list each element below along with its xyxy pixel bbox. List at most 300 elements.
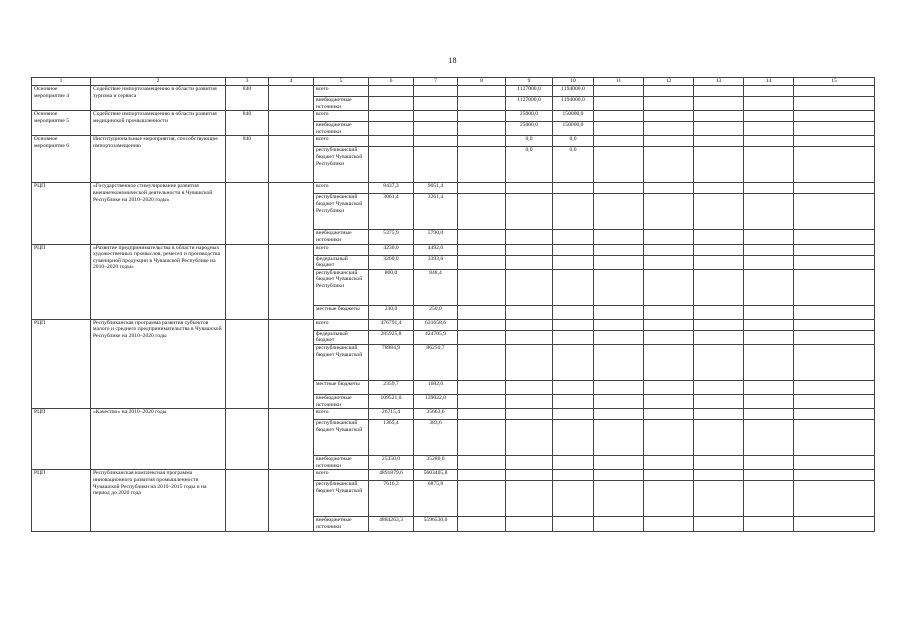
code-cell bbox=[226, 470, 269, 531]
empty-cell bbox=[794, 420, 875, 456]
empty-cell bbox=[744, 409, 794, 420]
value-cell bbox=[553, 269, 594, 305]
value-cell: 424705,9 bbox=[414, 330, 458, 344]
empty-cell bbox=[458, 394, 506, 408]
empty-cell bbox=[594, 470, 644, 481]
empty-cell bbox=[794, 269, 875, 305]
empty-cell bbox=[458, 344, 506, 380]
funding-source-cell: республиканский бюджет Чувашской bbox=[314, 420, 369, 456]
value-cell: 285925,8 bbox=[369, 330, 414, 344]
value-cell: 150000,0 bbox=[553, 111, 594, 122]
empty-cell bbox=[594, 122, 644, 136]
value-cell bbox=[414, 86, 458, 97]
empty-cell bbox=[594, 409, 644, 420]
empty-cell bbox=[744, 97, 794, 111]
value-cell bbox=[553, 255, 594, 269]
empty-cell bbox=[794, 330, 875, 344]
empty-cell bbox=[794, 230, 875, 244]
empty-cell bbox=[594, 305, 644, 319]
value-cell bbox=[553, 344, 594, 380]
empty-cell bbox=[594, 344, 644, 380]
empty-cell bbox=[644, 136, 694, 147]
empty-cell bbox=[644, 230, 694, 244]
program-name-cell: Содействие импортозамещению в области развития медицинской промышленности bbox=[91, 111, 226, 136]
column-number: 11 bbox=[594, 78, 644, 86]
value-cell: 3393,6 bbox=[414, 255, 458, 269]
status-cell: РЦП bbox=[32, 409, 91, 470]
status-cell: Основное мероприятие 6 bbox=[32, 136, 91, 183]
value-cell bbox=[414, 111, 458, 122]
value-cell bbox=[506, 269, 553, 305]
empty-cell bbox=[794, 147, 875, 183]
status-cell: РЦП bbox=[32, 319, 91, 408]
value-cell bbox=[506, 319, 553, 330]
value-cell: 86250,7 bbox=[414, 344, 458, 380]
funding-source-cell: федеральный бюджет bbox=[314, 255, 369, 269]
empty-cell bbox=[458, 230, 506, 244]
funding-source-cell: внебюджетные источники bbox=[314, 394, 369, 408]
value-cell: 383,6 bbox=[414, 420, 458, 456]
value-cell: 150000,0 bbox=[553, 122, 594, 136]
value-cell bbox=[506, 330, 553, 344]
value-cell: 4230,0 bbox=[369, 244, 414, 255]
empty-cell bbox=[794, 394, 875, 408]
code-cell: 840 bbox=[226, 136, 269, 183]
empty-cell bbox=[794, 111, 875, 122]
value-cell bbox=[553, 481, 594, 517]
funding-source-cell: всего bbox=[314, 244, 369, 255]
empty-cell bbox=[458, 517, 506, 531]
empty-cell bbox=[694, 380, 744, 394]
empty-cell bbox=[269, 86, 314, 111]
column-number: 3 bbox=[226, 78, 269, 86]
empty-cell bbox=[458, 330, 506, 344]
empty-cell bbox=[458, 470, 506, 481]
empty-cell bbox=[694, 255, 744, 269]
funding-source-cell: всего bbox=[314, 111, 369, 122]
value-cell: 250,0 bbox=[414, 305, 458, 319]
value-cell: 4891879,6 bbox=[369, 470, 414, 481]
empty-cell bbox=[269, 183, 314, 244]
empty-cell bbox=[794, 319, 875, 330]
code-cell bbox=[226, 409, 269, 470]
value-cell bbox=[414, 136, 458, 147]
value-cell: 5790,0 bbox=[414, 230, 458, 244]
empty-cell bbox=[594, 481, 644, 517]
empty-cell bbox=[744, 344, 794, 380]
value-cell: 9051,4 bbox=[414, 183, 458, 194]
column-number: 9 bbox=[506, 78, 553, 86]
empty-cell bbox=[694, 409, 744, 420]
funding-source-cell: внебюджетные источники bbox=[314, 230, 369, 244]
value-cell bbox=[506, 244, 553, 255]
empty-cell bbox=[458, 420, 506, 456]
empty-cell bbox=[644, 97, 694, 111]
value-cell bbox=[553, 244, 594, 255]
value-cell: 848,4 bbox=[414, 269, 458, 305]
value-cell: 3261,4 bbox=[414, 194, 458, 230]
program-name-cell: Содействие импортозамещению в области развития туризма и сервиса bbox=[91, 86, 226, 111]
value-cell: 1682,0 bbox=[414, 380, 458, 394]
value-cell bbox=[506, 255, 553, 269]
column-number: 4 bbox=[269, 78, 314, 86]
empty-cell bbox=[594, 456, 644, 470]
empty-cell bbox=[594, 380, 644, 394]
program-name-cell: Институциональные мероприятия, способствующие импортозамещению bbox=[91, 136, 226, 183]
table-row bbox=[32, 111, 875, 122]
empty-cell bbox=[794, 305, 875, 319]
column-number: 8 bbox=[458, 78, 506, 86]
empty-cell bbox=[744, 517, 794, 531]
table-row bbox=[32, 470, 875, 481]
value-cell bbox=[553, 305, 594, 319]
program-name-cell: «Качество» на 2010–2020 годы bbox=[91, 409, 226, 470]
empty-cell bbox=[794, 183, 875, 194]
value-cell bbox=[506, 517, 553, 531]
value-cell bbox=[369, 147, 414, 183]
funding-source-cell: внебюджетные источники bbox=[314, 122, 369, 136]
empty-cell bbox=[744, 244, 794, 255]
value-cell: 3061,4 bbox=[369, 194, 414, 230]
empty-cell bbox=[458, 86, 506, 97]
empty-cell bbox=[644, 269, 694, 305]
column-number: 1 bbox=[32, 78, 91, 86]
empty-cell bbox=[458, 111, 506, 122]
column-number: 10 bbox=[553, 78, 594, 86]
code-cell bbox=[226, 319, 269, 408]
empty-cell bbox=[644, 420, 694, 456]
funding-source-cell: всего bbox=[314, 409, 369, 420]
table-row bbox=[32, 136, 875, 147]
empty-cell bbox=[744, 470, 794, 481]
value-cell: 1127000,0 bbox=[506, 86, 553, 97]
empty-cell bbox=[458, 97, 506, 111]
empty-cell bbox=[594, 269, 644, 305]
value-cell: 0,0 bbox=[553, 136, 594, 147]
table-body bbox=[32, 78, 875, 532]
value-cell: 6875,8 bbox=[414, 481, 458, 517]
empty-cell bbox=[269, 244, 314, 319]
value-cell bbox=[506, 344, 553, 380]
value-cell bbox=[369, 97, 414, 111]
empty-cell bbox=[458, 269, 506, 305]
status-cell: РЦП bbox=[32, 470, 91, 531]
empty-cell bbox=[744, 456, 794, 470]
empty-cell bbox=[794, 194, 875, 230]
value-cell bbox=[506, 194, 553, 230]
empty-cell bbox=[694, 269, 744, 305]
value-cell bbox=[506, 420, 553, 456]
value-cell bbox=[553, 420, 594, 456]
program-name-cell: Республиканская программа развития субъектов малого и среднего предпринимательства в Чувашской Республике на 2010–2020 годы bbox=[91, 319, 226, 408]
status-cell: Основное мероприятие 5 bbox=[32, 111, 91, 136]
empty-cell bbox=[644, 183, 694, 194]
empty-cell bbox=[644, 409, 694, 420]
empty-cell bbox=[594, 255, 644, 269]
empty-cell bbox=[594, 330, 644, 344]
empty-cell bbox=[694, 344, 744, 380]
funding-source-cell: всего bbox=[314, 183, 369, 194]
value-cell bbox=[553, 230, 594, 244]
empty-cell bbox=[744, 147, 794, 183]
empty-cell bbox=[269, 136, 314, 183]
empty-cell bbox=[269, 111, 314, 136]
funding-source-cell: местные бюджеты bbox=[314, 305, 369, 319]
value-cell: 8437,3 bbox=[369, 183, 414, 194]
empty-cell bbox=[594, 230, 644, 244]
value-cell: 25000,0 bbox=[506, 122, 553, 136]
value-cell bbox=[553, 456, 594, 470]
value-cell: 0,0 bbox=[553, 147, 594, 183]
empty-cell bbox=[594, 97, 644, 111]
empty-cell bbox=[794, 470, 875, 481]
column-number: 14 bbox=[744, 78, 794, 86]
value-cell bbox=[414, 122, 458, 136]
empty-cell bbox=[794, 136, 875, 147]
empty-cell bbox=[458, 319, 506, 330]
empty-cell bbox=[458, 147, 506, 183]
column-number: 12 bbox=[644, 78, 694, 86]
empty-cell bbox=[458, 183, 506, 194]
empty-cell bbox=[458, 244, 506, 255]
empty-cell bbox=[644, 456, 694, 470]
status-cell: Основное мероприятие 4 bbox=[32, 86, 91, 111]
value-cell: 35280,0 bbox=[414, 456, 458, 470]
value-cell bbox=[506, 394, 553, 408]
value-cell: 3200,0 bbox=[369, 255, 414, 269]
value-cell: 0,0 bbox=[506, 147, 553, 183]
value-cell: 25000,0 bbox=[506, 111, 553, 122]
value-cell: 1194000,0 bbox=[553, 86, 594, 97]
empty-cell bbox=[458, 255, 506, 269]
value-cell: 5603405,8 bbox=[414, 470, 458, 481]
code-cell: 840 bbox=[226, 111, 269, 136]
empty-cell bbox=[794, 517, 875, 531]
value-cell: 25350,0 bbox=[369, 456, 414, 470]
empty-cell bbox=[644, 380, 694, 394]
empty-cell bbox=[644, 147, 694, 183]
value-cell bbox=[369, 122, 414, 136]
empty-cell bbox=[744, 194, 794, 230]
empty-cell bbox=[644, 330, 694, 344]
empty-cell bbox=[594, 183, 644, 194]
column-number-row bbox=[32, 78, 875, 86]
empty-cell bbox=[794, 244, 875, 255]
funding-source-cell: республиканский бюджет Чувашской Республики bbox=[314, 194, 369, 230]
funding-source-cell: республиканский бюджет Чувашской Республики bbox=[314, 147, 369, 183]
value-cell bbox=[506, 183, 553, 194]
empty-cell bbox=[694, 136, 744, 147]
empty-cell bbox=[644, 255, 694, 269]
value-cell bbox=[553, 517, 594, 531]
empty-cell bbox=[594, 194, 644, 230]
funding-source-cell: всего bbox=[314, 86, 369, 97]
value-cell bbox=[506, 481, 553, 517]
funding-source-cell: внебюджетные источники bbox=[314, 517, 369, 531]
funding-source-cell: всего bbox=[314, 319, 369, 330]
empty-cell bbox=[694, 97, 744, 111]
empty-cell bbox=[744, 394, 794, 408]
funding-source-cell: внебюджетные источники bbox=[314, 456, 369, 470]
value-cell: 0,0 bbox=[506, 136, 553, 147]
page-number: 18 bbox=[448, 56, 457, 65]
value-cell: 4492,0 bbox=[414, 244, 458, 255]
value-cell bbox=[506, 305, 553, 319]
empty-cell bbox=[744, 255, 794, 269]
empty-cell bbox=[594, 136, 644, 147]
empty-cell bbox=[458, 456, 506, 470]
empty-cell bbox=[694, 420, 744, 456]
empty-cell bbox=[594, 319, 644, 330]
empty-cell bbox=[794, 255, 875, 269]
value-cell: 631658,6 bbox=[414, 319, 458, 330]
value-cell bbox=[553, 380, 594, 394]
empty-cell bbox=[744, 122, 794, 136]
empty-cell bbox=[794, 122, 875, 136]
empty-cell bbox=[694, 456, 744, 470]
code-cell: 840 bbox=[226, 86, 269, 111]
funding-source-cell: всего bbox=[314, 136, 369, 147]
empty-cell bbox=[744, 230, 794, 244]
value-cell: 139022,0 bbox=[414, 394, 458, 408]
value-cell bbox=[553, 319, 594, 330]
value-cell: 26715,4 bbox=[369, 409, 414, 420]
funding-source-cell: республиканский бюджет Чувашской Республики bbox=[314, 269, 369, 305]
table-row bbox=[32, 183, 875, 194]
empty-cell bbox=[644, 481, 694, 517]
empty-cell bbox=[744, 330, 794, 344]
table-row bbox=[32, 409, 875, 420]
empty-cell bbox=[644, 319, 694, 330]
empty-cell bbox=[744, 420, 794, 456]
empty-cell bbox=[694, 111, 744, 122]
empty-cell bbox=[694, 122, 744, 136]
value-cell: 476791,4 bbox=[369, 319, 414, 330]
empty-cell bbox=[594, 147, 644, 183]
empty-cell bbox=[644, 305, 694, 319]
empty-cell bbox=[694, 517, 744, 531]
column-number: 6 bbox=[369, 78, 414, 86]
empty-cell bbox=[458, 194, 506, 230]
value-cell: 1365,4 bbox=[369, 420, 414, 456]
empty-cell bbox=[744, 269, 794, 305]
value-cell: 2359,7 bbox=[369, 380, 414, 394]
empty-cell bbox=[794, 86, 875, 97]
empty-cell bbox=[458, 122, 506, 136]
value-cell: 1127000,0 bbox=[506, 97, 553, 111]
value-cell bbox=[369, 111, 414, 122]
empty-cell bbox=[594, 86, 644, 97]
empty-cell bbox=[458, 380, 506, 394]
empty-cell bbox=[694, 194, 744, 230]
empty-cell bbox=[694, 319, 744, 330]
column-number: 13 bbox=[694, 78, 744, 86]
column-number: 15 bbox=[794, 78, 875, 86]
table-row bbox=[32, 319, 875, 330]
empty-cell bbox=[694, 470, 744, 481]
funding-source-cell: федеральный бюджет bbox=[314, 330, 369, 344]
empty-cell bbox=[694, 244, 744, 255]
empty-cell bbox=[694, 394, 744, 408]
empty-cell bbox=[644, 122, 694, 136]
empty-cell bbox=[794, 409, 875, 420]
value-cell: 7616,3 bbox=[369, 481, 414, 517]
value-cell bbox=[414, 97, 458, 111]
table-row bbox=[32, 244, 875, 255]
value-cell bbox=[369, 86, 414, 97]
funding-source-cell: республиканский бюджет Чувашской bbox=[314, 481, 369, 517]
value-cell: 1194000,0 bbox=[553, 97, 594, 111]
empty-cell bbox=[269, 409, 314, 470]
table-row bbox=[32, 86, 875, 97]
value-cell bbox=[506, 456, 553, 470]
empty-cell bbox=[744, 111, 794, 122]
empty-cell bbox=[744, 136, 794, 147]
empty-cell bbox=[644, 470, 694, 481]
empty-cell bbox=[694, 305, 744, 319]
value-cell bbox=[553, 183, 594, 194]
value-cell bbox=[506, 230, 553, 244]
funding-source-cell: внебюджетные источники bbox=[314, 97, 369, 111]
empty-cell bbox=[644, 517, 694, 531]
column-number: 5 bbox=[314, 78, 369, 86]
empty-cell bbox=[594, 420, 644, 456]
empty-cell bbox=[794, 97, 875, 111]
empty-cell bbox=[644, 394, 694, 408]
program-name-cell: Республиканская комплексная программа инновационного развития промышленности Чувашской Республики на 2010–2015 годы и на период до 2020 года bbox=[91, 470, 226, 531]
value-cell: 800,0 bbox=[369, 269, 414, 305]
funding-source-cell: всего bbox=[314, 470, 369, 481]
status-cell: РЦП bbox=[32, 244, 91, 319]
empty-cell bbox=[644, 86, 694, 97]
empty-cell bbox=[744, 183, 794, 194]
value-cell: 5375,9 bbox=[369, 230, 414, 244]
value-cell bbox=[553, 330, 594, 344]
empty-cell bbox=[594, 111, 644, 122]
code-cell bbox=[226, 244, 269, 319]
empty-cell bbox=[644, 111, 694, 122]
value-cell bbox=[506, 380, 553, 394]
value-cell bbox=[369, 136, 414, 147]
empty-cell bbox=[644, 194, 694, 230]
value-cell bbox=[553, 470, 594, 481]
empty-cell bbox=[694, 481, 744, 517]
empty-cell bbox=[694, 183, 744, 194]
empty-cell bbox=[744, 319, 794, 330]
value-cell: 109521,0 bbox=[369, 394, 414, 408]
empty-cell bbox=[794, 456, 875, 470]
empty-cell bbox=[794, 380, 875, 394]
empty-cell bbox=[458, 136, 506, 147]
empty-cell bbox=[794, 344, 875, 380]
value-cell bbox=[553, 409, 594, 420]
value-cell: 4884263,3 bbox=[369, 517, 414, 531]
empty-cell bbox=[694, 230, 744, 244]
empty-cell bbox=[694, 86, 744, 97]
value-cell: 35663,6 bbox=[414, 409, 458, 420]
code-cell bbox=[226, 183, 269, 244]
empty-cell bbox=[744, 86, 794, 97]
empty-cell bbox=[269, 319, 314, 408]
budget-table bbox=[31, 77, 875, 532]
status-cell: РЦП bbox=[32, 183, 91, 244]
empty-cell bbox=[458, 481, 506, 517]
empty-cell bbox=[644, 344, 694, 380]
value-cell bbox=[553, 194, 594, 230]
empty-cell bbox=[744, 380, 794, 394]
value-cell: 78984,9 bbox=[369, 344, 414, 380]
program-name-cell: «Государственное стимулирование развития внешнеэкономической деятельности в Чувашской Республике на 2010–2020 годы» bbox=[91, 183, 226, 244]
